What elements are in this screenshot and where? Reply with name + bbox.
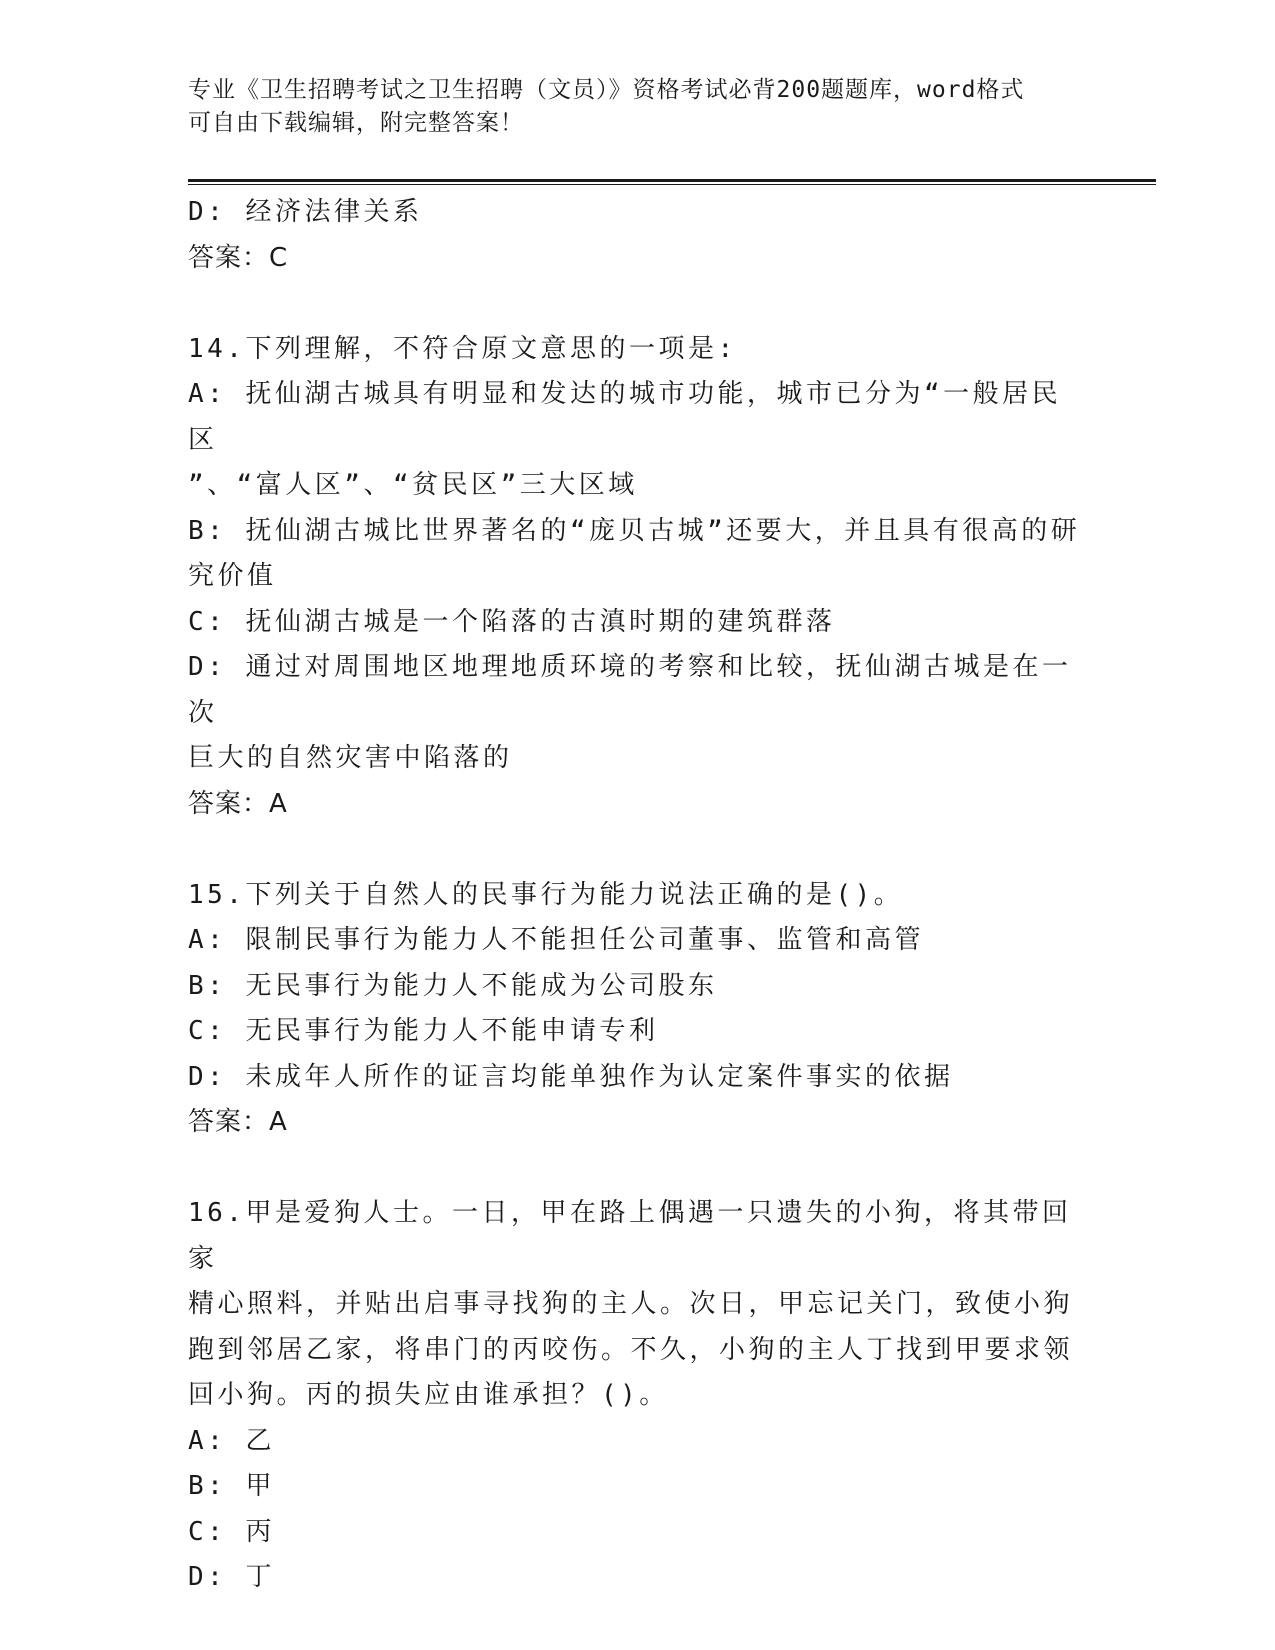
answer-line: 答案：A bbox=[188, 788, 288, 819]
question-13-fragment bbox=[188, 190, 1088, 281]
question-stem: 16.甲是爱狗人士。一日，甲在路上偶遇一只遗失的小狗，将其带回家 bbox=[188, 1198, 1072, 1274]
option-d-continued: 巨大的自然灾害中陷落的 bbox=[188, 743, 513, 773]
option-d: D: 未成年人所作的证言均能单独作为认定案件事实的依据 bbox=[188, 1061, 954, 1092]
option-a: A: 抚仙湖古城具有明显和发达的城市功能，城市已分为“一般居民区 bbox=[188, 379, 1062, 455]
option-a: A: 限制民事行为能力人不能担任公司董事、监管和高管 bbox=[188, 925, 924, 955]
spacer bbox=[188, 827, 1088, 873]
question-16 bbox=[188, 1191, 1088, 1601]
spacer bbox=[188, 281, 1088, 327]
answer-line: 答案：A bbox=[188, 1107, 288, 1137]
header-divider-thin bbox=[188, 184, 1156, 185]
option-a: A: 乙 bbox=[188, 1425, 275, 1456]
option-d: D: 丁 bbox=[188, 1562, 275, 1592]
option-b: B: 甲 bbox=[188, 1471, 275, 1501]
question-stem: 15.下列关于自然人的民事行为能力说法正确的是()。 bbox=[188, 879, 904, 910]
option-b: B: 抚仙湖古城比世界著名的“庞贝古城”还要大，并且具有很高的研 bbox=[188, 515, 1081, 546]
option-d: D: 通过对周围地区地理地质环境的考察和比较，抚仙湖古城是在一次 bbox=[188, 652, 1072, 728]
spacer bbox=[188, 1146, 1088, 1192]
answer-line: 答案：C bbox=[188, 242, 289, 273]
header-divider-thick bbox=[188, 179, 1156, 182]
option-c: C: 抚仙湖古城是一个陷落的古滇时期的建筑群落 bbox=[188, 606, 836, 637]
header-title-line-1: 专业《卫生招聘考试之卫生招聘（文员）》资格考试必背200题题库，word格式 bbox=[188, 77, 1025, 103]
question-15 bbox=[188, 873, 1088, 1146]
question-stem-continued: 精心照料，并贴出启事寻找狗的主人。次日，甲忘记关门，致使小狗 bbox=[188, 1289, 1074, 1319]
question-stem-continued: 回小狗。丙的损失应由谁承担？()。 bbox=[188, 1380, 669, 1410]
document-header bbox=[188, 74, 1088, 140]
option-a-continued: ”、“富人区”、“贫民区”三大区域 bbox=[188, 470, 638, 500]
option-d: D: 经济法律关系 bbox=[188, 197, 423, 227]
document-body bbox=[188, 190, 1088, 1601]
option-b-continued: 究价值 bbox=[188, 561, 277, 591]
header-title-line-2: 可自由下载编辑，附完整答案！ bbox=[188, 110, 524, 136]
question-14 bbox=[188, 327, 1088, 828]
question-stem-continued: 跑到邻居乙家，将串门的丙咬伤。不久，小狗的主人丁找到甲要求领 bbox=[188, 1334, 1074, 1365]
option-c: C: 丙 bbox=[188, 1516, 275, 1547]
question-stem: 14.下列理解，不符合原文意思的一项是: bbox=[188, 333, 737, 364]
option-b: B: 无民事行为能力人不能成为公司股东 bbox=[188, 970, 718, 1001]
option-c: C: 无民事行为能力人不能申请专利 bbox=[188, 1016, 659, 1046]
